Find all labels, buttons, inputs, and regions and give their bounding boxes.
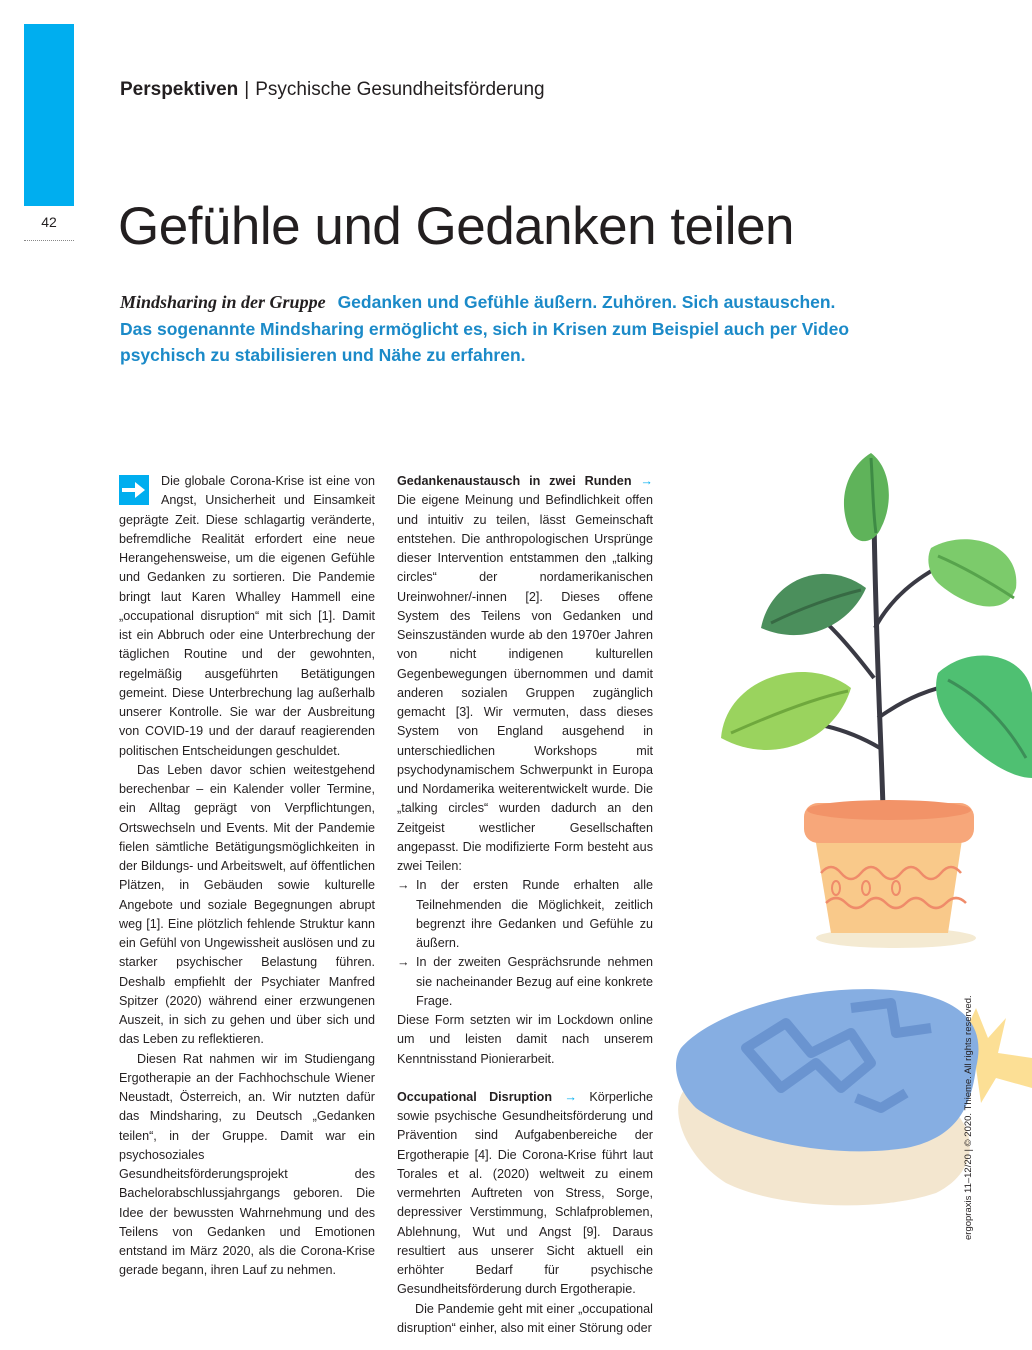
heading-arrow-icon: → xyxy=(640,474,653,488)
copyright-note: ergopraxis 11–12/20 | © 2020. Thieme. All rights reserved. xyxy=(963,995,974,1240)
subheading: Occupational Disruption xyxy=(397,1089,553,1104)
bullet-arrow-icon: → xyxy=(397,878,410,893)
subheading: Gedankenaustausch in zwei Runden xyxy=(397,474,632,488)
article-lead xyxy=(120,289,850,369)
page-number: 42 xyxy=(41,214,57,230)
paragraph: Das Leben davor schien weitestgehend berechenbar – ein Kalender voller Termine, ein Alltag geprägt von Verpflichtungen, Ortswechseln und Events. Mit der Pandemie fielen sämtliche Betätigungsmöglichkeiten in der Bildungs- und Arbeitswelt, auf öffentlichen Plätzen, in Gebäuden sowie kulturelle Angebote und soziale Begegnungen abrupt weg [1]. Eine plötzlich fehlende Struktur kann ein Gefühl von Ungewissheit auslösen und zu starker psychischer Belastung führen. Deshalb empfiehlt der Psychiater Manfred Spitzer (2020) während einer erzwungenen Auszeit, in sich zu gehen und über sich und das Leben zu reflektieren. xyxy=(119,762,375,1047)
accent-bar xyxy=(24,24,74,206)
subsection-label: Psychische Gesundheitsförderung xyxy=(255,79,545,100)
plant-illustration xyxy=(676,448,1032,1248)
bullet-arrow-icon: → xyxy=(397,955,410,970)
paragraph: Diese Form setzten wir im Lockdown online um und leisten damit nach unserem Kenntnisstand Pionierarbeit. xyxy=(397,1013,653,1066)
column-left xyxy=(119,472,375,1281)
list-item: → In der ersten Runde erhalten alle Teilnehmenden die Möglichkeit, zeitlich begrenzt ihre Gedanken und Gefühle zu äußern. xyxy=(397,876,653,953)
paragraph: Diesen Rat nahmen wir im Studiengang Ergotherapie an der Fachhochschule Wiener Neustadt, Österreich, an. Wir nutzten dafür das Mindsharing, zu Deutsch „Gedanken teilen“, in der Gruppe. Damit war ein psychosoziales Gesundheitsförderungsprojekt des Bachelorabschlussjahrgangs geboren. Die Idee der bewussten Wahrnehmung und des Teilens von Gedanken und Emotionen entstand im März 2020, als die Corona-Krise gerade begann, ihren Lauf zu nehmen. xyxy=(119,1051,375,1278)
lead-text: Gedanken und Gefühle äußern. Zuhören. Sich austauschen. Das sogenannte Mindsharing ermöglicht es, sich in Krisen zum Beispiel auch per Video psychisch zu stabilisieren und Nähe zu erfahren. xyxy=(120,292,850,365)
section-label: Perspektiven xyxy=(120,79,239,100)
paragraph: Gedankenaustausch in zwei Runden → Die eigene Meinung und Befindlichkeit offen und intuitiv zu teilen, lässt Gemeinschaft entstehen. Die anthropologischen Ursprünge dieser Intervention entstammen den „talking circles“ der nordamerikanischen Ureinwohner/-innen [2]. Dieses offene System des Teilens von Gedanken und Seinszuständen wurde ab den 1970er Jahren von nicht indigenen kulturellen Gegenbewegungen übernommen und damit anderen sozialen Gruppen zugänglich gemacht [3]. Wir vermuten, dass dieses System von England ausgehend in unterschiedlichen Workshops mit psychodynamischem Schwerpunkt in Europa und Nordamerika weiterentwickelt wurde. Die „talking circles“ wurden dadurch an den Zeitgeist westlicher Gesellschaften angepasst. Die modifizierte Form besteht aus zwei Teilen: xyxy=(397,474,653,873)
list-item: → In der zweiten Gesprächsrunde nehmen sie nacheinander Bezug auf eine konkrete Frage. xyxy=(397,953,653,1011)
article-start-arrow-icon xyxy=(119,475,149,505)
article-title: Gefühle und Gedanken teilen xyxy=(118,197,795,256)
running-head xyxy=(120,79,545,101)
section-separator: | xyxy=(244,79,250,100)
page-number-rule xyxy=(24,240,74,241)
column-middle xyxy=(397,472,653,1338)
paragraph: Occupational Disruption → Körperliche sowie psychische Gesundheitsförderung und Prävention sind Aufgabenbereiche der Ergotherapie [4]. Die Corona-Krise führt laut Torales et al. (2020) weltweit zu einem vermehrten Auftreten von Stress, Sorge, depressiver Verstimmung, Schlafproblemen, Ablehnung, Wut und Angst [9]. Daraus resultiert aus unserer Sicht aktuell ein erhöhter Bedarf für psychische Gesundheitsförderung durch Ergotherapie. xyxy=(397,1089,654,1297)
heading-arrow-icon: → xyxy=(564,1089,577,1104)
paragraph: Die Pandemie geht mit einer „occupational disruption“ einher, also mit einer Störung oder xyxy=(397,1301,653,1335)
spacer xyxy=(397,1069,653,1088)
article-kicker: Mindsharing in der Gruppe xyxy=(120,292,326,312)
paragraph: Die globale Corona-Krise ist eine von Angst, Unsicherheit und Einsamkeit geprägte Zeit. Diese schlagartig veränderte, befremdliche Realität erfordert eine neue Herangehensweise, um die eigenen Gefühle und Gedanken zu sortieren. Die Pandemie bringt laut Karen Whalley Hammell eine „occupational disruption“ mit sich [1]. Damit ist ein Abbruch oder eine Unterbrechung der täglichen Routine und der gewohnten, regelmäßig ausgeführten Betätigungen gemeint. Diese Unterbrechung lag außerhalb unserer Kontrolle. Sie war der Ausbreitung von COVID-19 und der darauf reagierenden politischen Entscheidungen geschuldet. xyxy=(119,474,375,758)
